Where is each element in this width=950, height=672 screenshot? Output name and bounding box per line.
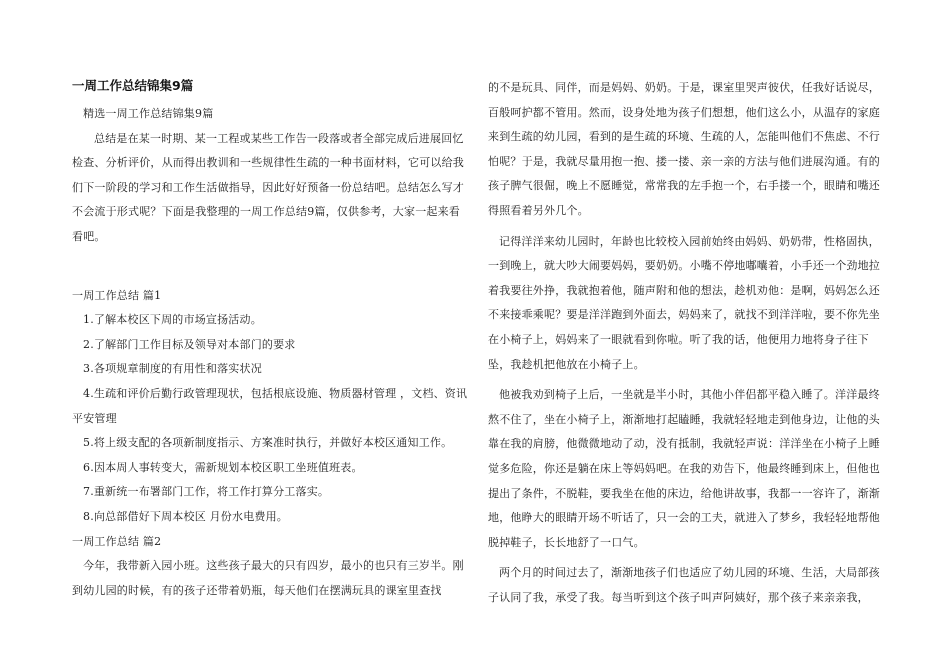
right-column [488, 76, 884, 610]
intro-paragraph: 总结是在某一时期、某一工程或某些工作告一段落或者全部完成后进展回忆检查、分析评价，从而得出教训和一些规律性生疏的一种书面材料，它可以给我们下一阶段的学习和工作生活做指导，因此好好预备一份总结吧。总结怎么写才不会流于形式呢？下面是我整理的一周工作总结9篇，仅供参考，大家一起来看看吧。 [72, 131, 464, 243]
section1-item-2: 2.了解部门工作目标及领导对本部门的要求 [83, 337, 296, 351]
section2-heading: 一周工作总结 篇2 [72, 534, 162, 548]
section1-heading: 一周工作总结 篇1 [72, 288, 162, 302]
section2-paragraph-2: 记得洋洋来幼儿园时，年龄也比较校入园前始终由妈妈、奶奶带，性格固执，一到晚上，就大吵大闹要妈妈，要奶奶。小嘴不停地嘟囔着，小手还一个劲地拉着我要往外挣，我就抱着他，随声附和他的想法，趁机劝他：是啊，妈妈怎么还不来接乖乘呢？要是洋洋跑到外面去，妈妈来了，就找不到洋洋啦，要不你先坐在小椅子上，妈妈来了一眼就看到你啦。听了我的话，他便用力地将身子往下坠，我趁机把他放在小椅子上。 [488, 234, 880, 371]
section1-item-4: 4.生疏和评价后勤行政管理现状，包括根底设施、物质器材管理 ，文档、资讯平安管理 [72, 386, 468, 425]
section2-paragraph-1-continued: 的不是玩具、同伴，而是妈妈、奶奶。于是，课室里哭声彼伏，任我好话说尽，百般呵护都不管用。然而，设身处地为孩子们想想，他们这么小，从温存的家庭来到生疏的幼儿园，看到的是生疏的环境、生疏的人，怎能叫他们不焦虑、不行怕呢？于是，我就尽量用抱一抱、搂一搂、亲一亲的方法与他们进展沟通。有的孩子脾气很倔，晚上不愿睡觉，常常我的左手抱一个，右手搂一个，眼睛和嘴还得照看着另外几个。 [488, 81, 880, 217]
section1-item-8: 8.向总部借好下周本校区 月份水电费用。 [83, 509, 288, 523]
section1-item-7: 7.重新统一布署部门工作，将工作打算分工落实。 [83, 485, 330, 499]
section2-paragraph-4: 两个月的时间过去了，渐渐地孩子们也适应了幼儿园的环境、生活，大局部孩子认同了我，承受了我。每当听到这个孩子叫声阿姨好，那个孩子来亲亲我， [488, 566, 880, 604]
document-subtitle: 精选一周工作总结锦集9篇 [83, 107, 214, 120]
section1-item-6: 6.因本周人事转变大，需新规划本校区职工坐班值班表。 [83, 460, 363, 474]
section1-item-3: 3.各项规章制度的有用性和落实状况 [83, 362, 262, 376]
section1-item-5: 5.将上级支配的各项新制度指示、方案准时执行，并做好本校区通知工作。 [83, 436, 453, 450]
section1-item-1: 1.了解本校区下周的市场宣扬活动。 [83, 313, 262, 327]
section2-paragraph-1: 今年，我带新入园小班。这些孩子最大的只有四岁，最小的也只有三岁半。刚到幼儿园的时候，有的孩子还带着奶瓶，每天他们在摆满玩具的课室里查找 [72, 559, 464, 597]
document-title: 一周工作总结锦集9篇 [72, 78, 194, 93]
section2-paragraph-3: 他被我劝到椅子上后，一坐就是半小时，其他小伴侣都平稳入睡了。洋洋最终熬不住了，坐在小椅子上，渐渐地打起瞌睡，我就轻轻地走到他身边，让他的头靠在我的肩膀，他微微地动了动，没有抵制，我就轻声说：洋洋坐在小椅子上睡觉多危险，你还是躺在床上等妈妈吧。在我的劝告下，他最终睡到床上，但他也提出了条件，不脱鞋，要我坐在他的床边，给他讲故事，我都一一容许了，渐渐地，他睁大的眼睛开场不听话了，只一会的工夫，就进入了梦乡，我轻轻地帮他脱掉鞋子，长长地舒了一口气。 [488, 388, 880, 549]
left-column [72, 74, 468, 603]
